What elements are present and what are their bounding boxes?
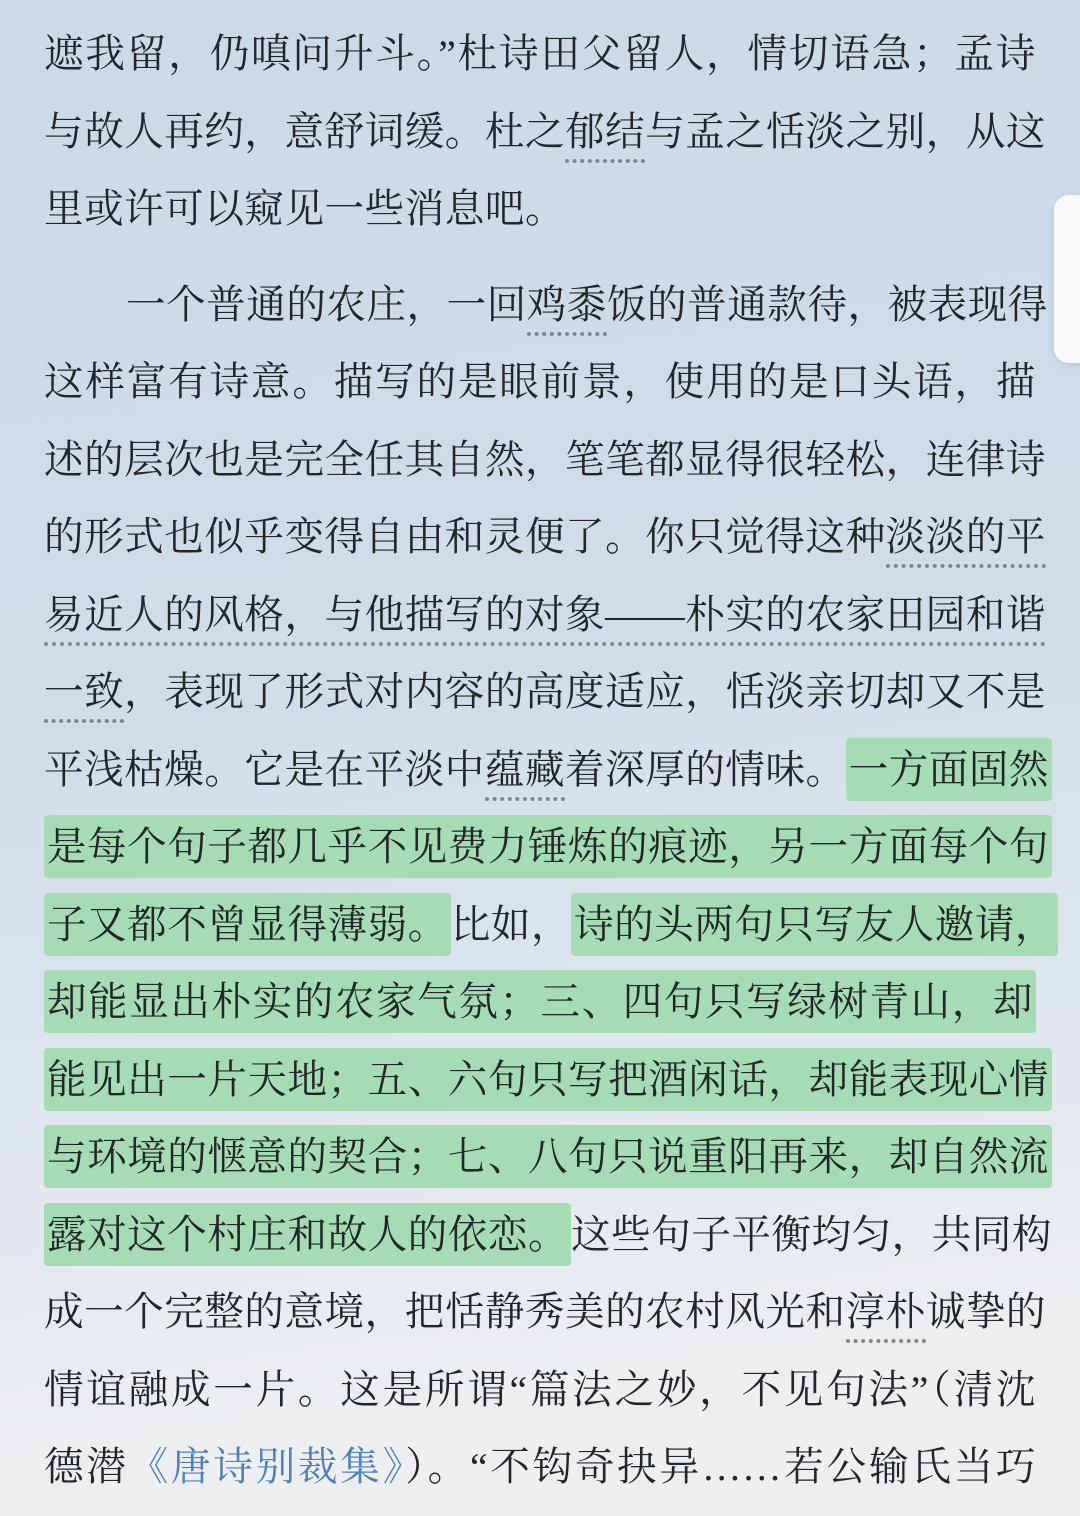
text-segment: 着深厚的情味。 [565,747,846,792]
highlighted-text[interactable]: 是每个句子都几乎不见费力锤炼的痕迹，另一方面每个句 [44,815,1052,878]
emphasis-dotted-text[interactable]: 一致 [44,670,124,723]
emphasis-dotted-text[interactable]: 蕴藏 [485,748,565,801]
text-segment: 述的层次也是完全任其自然，笔笔都显得很轻松，连律诗 [44,437,1046,482]
text-line [44,654,1046,732]
text-line [44,1352,1036,1430]
text-line [44,1429,1036,1507]
text-segment: 德潜 [44,1445,129,1489]
emphasis-dotted-text[interactable]: 淡淡的平 [886,515,1046,568]
text-line [44,1274,1046,1352]
text-line [44,1197,1052,1275]
text-column [44,16,1055,1507]
text-segment: 情谊融成一片。这是所谓“篇法之妙，不见句法”（清沈 [44,1367,1036,1412]
highlighted-text[interactable]: 子又都不曾显得薄弱。 [44,893,451,956]
emphasis-dotted-text[interactable]: 易近人的风格，与他描写的对象——朴实的农家田园和谐 [44,593,1046,646]
highlighted-text[interactable]: 却能显出朴实的农家气氛；三、四句只写绿树青山，却 [44,970,1036,1033]
highlighted-text[interactable]: 露对这个村庄和故人的依恋。 [44,1203,571,1266]
highlighted-text[interactable]: 与环境的惬意的契合；七、八句只说重阳再来，却自然流 [44,1125,1052,1188]
text-segment: 比如， [450,902,572,947]
text-segment: 饭的普通款待，被表现得 [606,282,1048,327]
text-segment: 与孟之恬淡之别，从这 [645,109,1046,154]
text-line [44,171,1036,249]
highlighted-text[interactable]: 能见出一片天地；五、六句只写把酒闲话，却能表现心情 [44,1048,1052,1111]
text-line [44,267,1048,345]
text-line [44,732,1050,810]
book-title-link[interactable]: 《唐诗别裁集》 [128,1445,406,1489]
text-line [44,1042,1049,1120]
text-line [44,94,1046,172]
text-segment: 里或许可以窥见一些消息吧。 [44,187,566,231]
highlighted-text[interactable]: 诗的头两句只写友人邀请， [571,893,1058,956]
highlighted-text[interactable]: 一方面固然 [846,738,1052,801]
text-line [44,344,1036,422]
text-segment: 的形式也似乎变得自由和灵便了。你只觉得这种 [44,515,886,559]
text-line [44,1119,1049,1197]
emphasis-dotted-text[interactable]: 淳朴 [846,1290,926,1343]
text-line [44,16,1036,94]
text-line [44,422,1046,500]
text-segment: 这样富有诗意。描写的是眼前景，使用的是口头语，描 [44,360,1036,404]
emphasis-dotted-text[interactable]: 鸡黍 [527,283,607,336]
text-line [44,577,1046,655]
text-segment: 与故人再约，意舒词缓。杜之 [44,109,566,154]
text-segment: ，表现了形式对内容的高度适应，恬淡亲切却又不是 [124,670,1046,714]
text-line [44,887,1055,965]
emphasis-dotted-text[interactable]: 郁结 [565,110,645,163]
text-segment: 一个普通的农庄，一回 [126,282,527,327]
text-segment: ）。“不钩奇抉异……若公输氏当巧 [405,1445,1036,1489]
text-segment: 平浅枯燥。它是在平淡中 [44,747,485,792]
text-line [44,964,1036,1042]
text-segment: 遮我留，仍嗔问升斗。”杜诗田父留人，情切语急；孟诗 [44,32,1036,76]
scrollbar-thumb[interactable] [1054,195,1080,363]
text-line [44,809,1049,887]
text-segment: 这些句子平衡均匀，共同构 [571,1212,1052,1257]
text-segment: 成一个完整的意境，把恬静秀美的农村风光和 [44,1290,846,1334]
text-line [44,499,1046,577]
text-segment: 诚挚的 [925,1290,1046,1334]
